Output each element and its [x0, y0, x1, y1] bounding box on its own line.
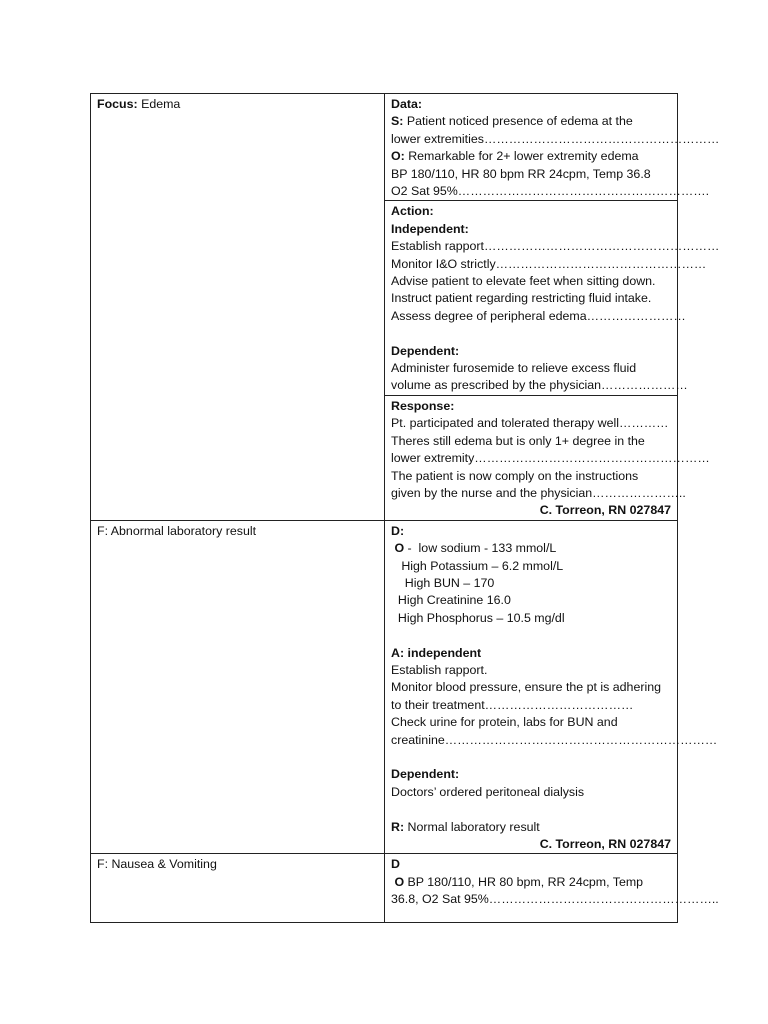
subjective-text-cont: lower extremities…………………………………………………	[391, 131, 720, 146]
list-item: The patient is now comply on the instructions	[391, 468, 639, 483]
subjective-text: Patient noticed presence of edema at the	[403, 114, 633, 129]
list-item: Theres still edema but is only 1+ degree in the	[391, 433, 645, 448]
table-row-nausea	[91, 854, 678, 923]
list-item: Establish rapport…………………………………………………	[391, 239, 720, 254]
objective-o2sat: O2 Sat 95%…………………………………………………….	[391, 184, 710, 199]
response-cell-edema	[385, 395, 710, 520]
action-label: A: independent	[391, 645, 482, 660]
dependent-text: Doctors’ ordered peritoneal dialysis	[391, 784, 585, 799]
list-item: Check urine for protein, labs for BUN and	[391, 715, 618, 730]
objective-vitals-cont: 36.8, O2 Sat 95%………………………………………………..	[391, 892, 719, 907]
focus-cell-lab	[91, 520, 385, 854]
focus-cell-nausea	[91, 854, 385, 923]
response-text: Normal laboratory result	[404, 819, 540, 834]
objective-label: O	[394, 541, 405, 556]
data-label: D:	[391, 523, 405, 538]
data-label: D	[391, 857, 400, 872]
response-label: R:	[391, 819, 405, 834]
data-heading: Data:	[391, 97, 422, 111]
subjective-label: S:	[391, 114, 404, 129]
fdar-table	[90, 93, 720, 923]
lab-value: High Creatinine 16.0	[391, 593, 511, 608]
list-item: Monitor I&O strictly……………………………………………	[391, 256, 707, 271]
list-item: to their treatment………………………………	[391, 697, 634, 712]
response-heading: Response:	[391, 398, 455, 413]
list-item: Assess degree of peripheral edema……………………	[391, 308, 686, 323]
list-item: Advise patient to elevate feet when sitting down.	[391, 274, 656, 289]
lab-sodium: - low sodium - 133 mmol/L	[404, 541, 557, 556]
dar-cell-lab	[385, 520, 718, 854]
list-item: volume as prescribed by the physician…………………	[391, 378, 688, 393]
list-item: Administer furosemide to relieve excess fluid	[391, 361, 637, 376]
dependent-label: Dependent:	[391, 343, 460, 358]
objective-text: Remarkable for 2+ lower extremity edema	[404, 149, 639, 164]
table-row-lab	[91, 520, 678, 854]
action-cell-edema	[385, 201, 720, 395]
dar-cell-nausea	[385, 854, 719, 923]
table-row-edema	[91, 94, 678, 201]
list-item: Instruct patient regarding restricting fluid intake.	[391, 291, 652, 306]
list-item: Establish rapport.	[391, 662, 488, 677]
list-item: Monitor blood pressure, ensure the pt is adhering	[391, 680, 661, 695]
focus-text: F: Nausea & Vomiting	[97, 857, 217, 872]
action-heading: Action:	[391, 204, 434, 219]
list-item: lower extremity…………………………………………………	[391, 451, 710, 466]
focus-value: Edema	[137, 97, 181, 111]
independent-label: Independent:	[391, 221, 469, 236]
objective-label: O	[394, 874, 405, 889]
focus-text: F: Abnormal laboratory result	[97, 523, 257, 538]
list-item: Pt. participated and tolerated therapy well…………	[391, 416, 669, 431]
objective-vitals: BP 180/110, HR 80 bpm RR 24cpm, Temp 36.8	[391, 166, 651, 181]
list-item: given by the nurse and the physician…………………..	[391, 485, 686, 500]
focus-label: Focus:	[97, 97, 138, 111]
focus-cell-edema	[91, 94, 385, 521]
list-item: creatinine…………………………………………………………	[391, 732, 718, 747]
nurse-signature: C. Torreon, RN 027847	[539, 503, 671, 518]
data-cell-edema	[385, 94, 720, 201]
objective-label: O:	[391, 149, 405, 164]
lab-value: High BUN – 170	[391, 575, 495, 590]
dependent-label: Dependent:	[391, 767, 460, 782]
lab-value: High Phosphorus – 10.5 mg/dl	[391, 610, 565, 625]
objective-vitals: BP 180/110, HR 80 bpm, RR 24cpm, Temp	[404, 874, 644, 889]
nurse-signature: C. Torreon, RN 027847	[539, 837, 671, 851]
lab-value: High Potassium – 6.2 mmol/L	[391, 558, 564, 573]
